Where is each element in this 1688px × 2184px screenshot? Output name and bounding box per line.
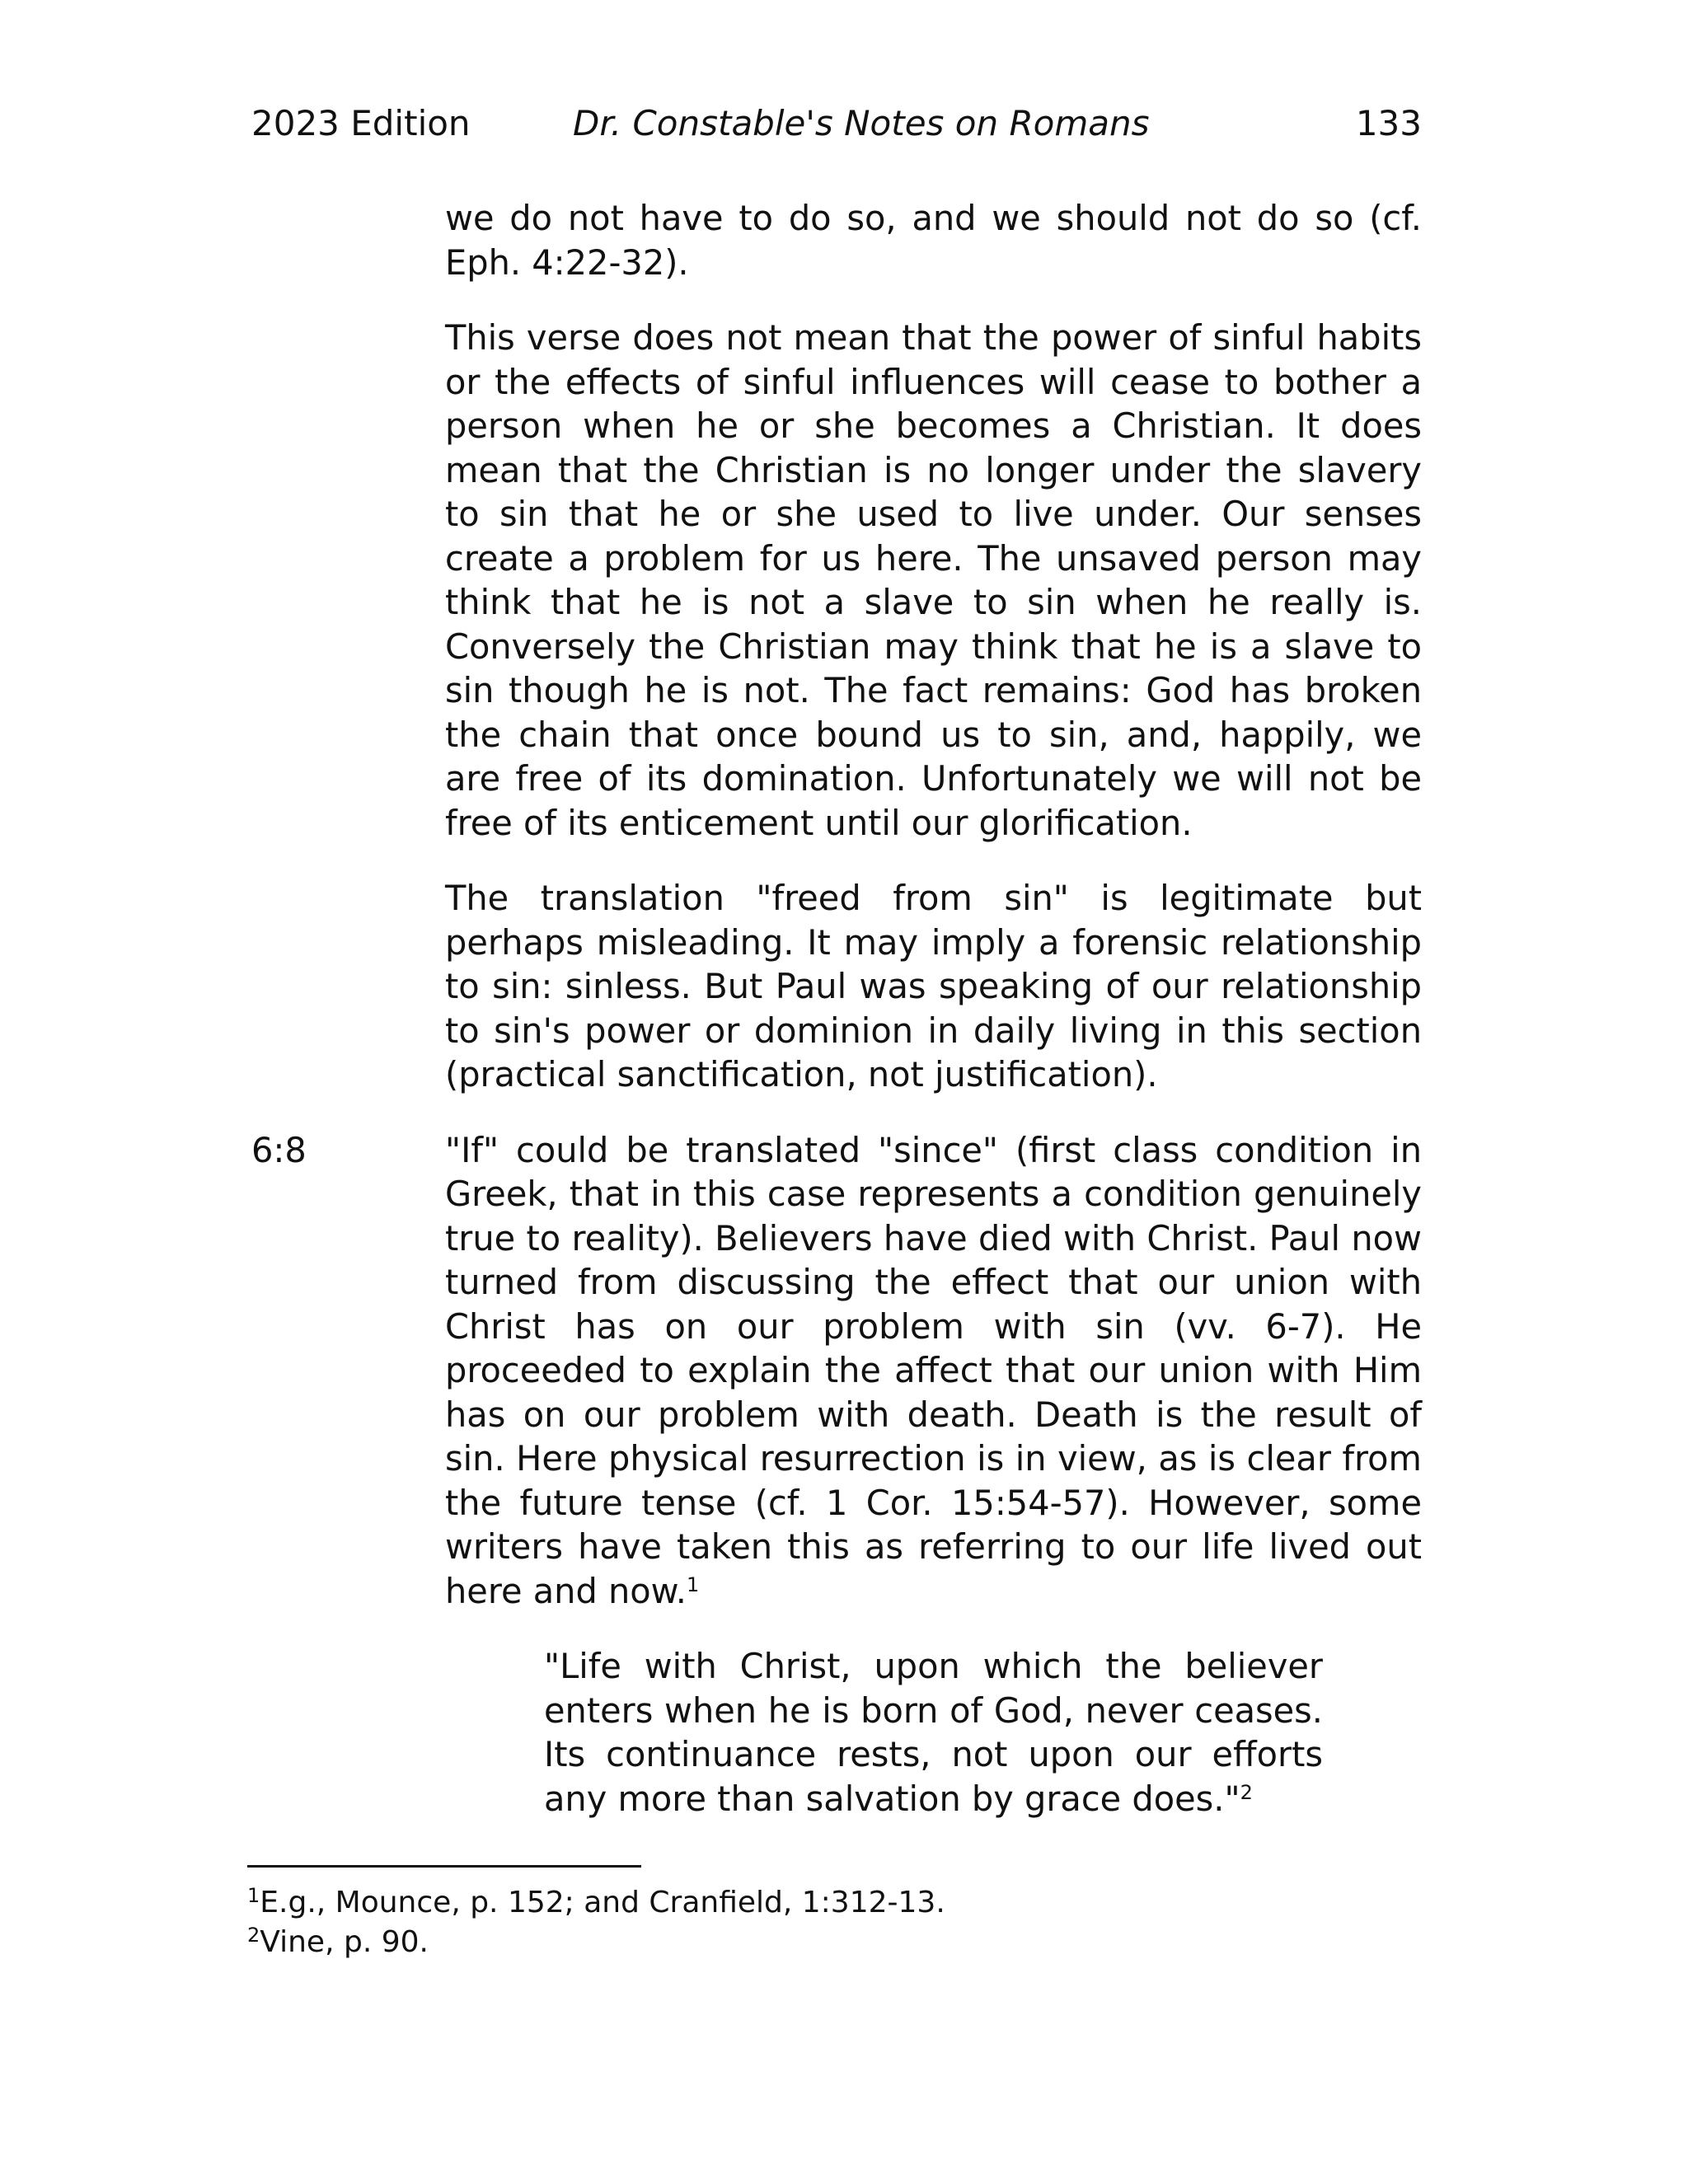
verse-label: 6:8: [251, 1129, 307, 1170]
document-title: Dr. Constable's Notes on Romans: [573, 103, 1150, 143]
footnote-ref-1: 1: [687, 1572, 700, 1596]
footnote-number: 1: [247, 1884, 260, 1907]
main-content: [251, 196, 1422, 1821]
block-quote-text: "Life with Christ, upon which the believer enters when he is born of God, never ceases. Its continuance rests, not upon our efforts any more than salvation by grace does.": [544, 1646, 1323, 1819]
footnotes: [247, 1883, 1418, 1962]
paragraph-continuation: we do not have to do so, and we should not do so (cf. Eph. 4:22-32).: [445, 198, 1422, 283]
paragraph-translation: The translation "freed from sin" is legitimate but perhaps misleading. It may imply a forensic relationship to sin: sinless. But Paul was speaking of our relationship to sin's power or dominion in daily living in this section (practical sanctification, not justification).: [445, 878, 1422, 1094]
page-header: [251, 99, 1422, 148]
footnote-text: E.g., Mounce, p. 152; and Cranfield, 1:312-13.: [260, 1886, 945, 1919]
footnote-ref-2: 2: [1240, 1780, 1253, 1804]
footnote-2: [247, 1923, 1418, 1962]
block-quote: [544, 1644, 1323, 1821]
verse-commentary: [445, 1128, 1422, 1614]
verse-section: [251, 1128, 1422, 1614]
verse-commentary-text: "If" could be translated "since" (first class condition in Greek, that in this case represents a condition genuinely true to reality). Believers have died with Christ. Paul now turned from discussing the effect that our union with Christ has on our problem with sin (vv. 6-7). He proceeded to explain the affect that our union with Him has on our problem with death. Death is the result of sin. Here physical resurrection is in view, as is clear from the future tense (cf. 1 Cor. 15:54-57). However, some writers have taken this as referring to our life lived out here and now.: [445, 1129, 1422, 1611]
page-number: 133: [1355, 103, 1422, 143]
edition-label: 2023 Edition: [251, 103, 471, 143]
footnote-divider: [247, 1865, 641, 1868]
paragraph-sinful-habits: This verse does not mean that the power of sinful habits or the effects of sinful influences will cease to bother a person when he or she becomes a Christian. It does mean that the Christian is no longer under the slavery to sin that he or she used to live under. Our senses create a problem for us here. The unsaved person may think that he is not a slave to sin when he really is. Conversely the Christian may think that he is a slave to sin though he is not. The fact remains: God has broken the chain that once bound us to sin, and, happily, we are free of its domination. Unfortunately we will not be free of its enticement until our glorification.: [445, 317, 1422, 843]
footnote-text: Vine, p. 90.: [260, 1925, 429, 1959]
footnote-1: [247, 1883, 1418, 1923]
footnote-number: 2: [247, 1924, 260, 1947]
